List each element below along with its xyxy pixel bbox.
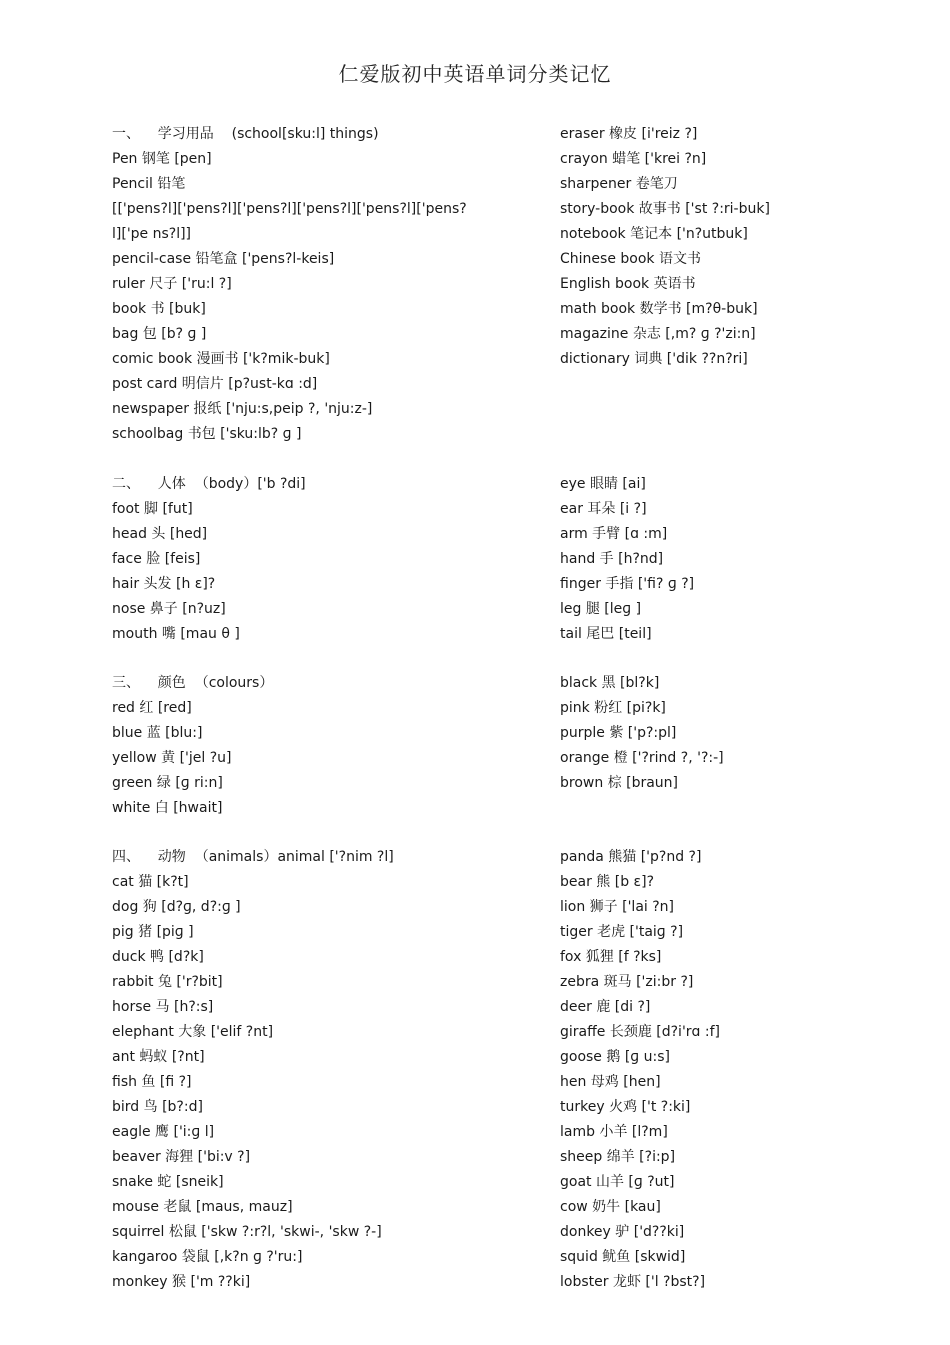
word-entry: white 白 [hwait] bbox=[112, 800, 223, 816]
word-entry: mouse 老鼠 [maus, mauz] bbox=[112, 1199, 293, 1215]
word-entry: hand 手 [h?nd] bbox=[560, 551, 664, 567]
word-entry: face 脸 [feis] bbox=[112, 551, 201, 567]
word-entry: lamb 小羊 [l?m] bbox=[560, 1124, 668, 1140]
section-right-column bbox=[560, 671, 860, 796]
word-entry: story-book 故事书 ['st ?:ri-buk] bbox=[560, 201, 770, 217]
word-entry: horse 马 [h?:s] bbox=[112, 999, 214, 1015]
word-entry: deer 鹿 [di ?] bbox=[560, 999, 651, 1015]
section-heading: 四、 动物 （animals）animal ['?nim ?l] bbox=[112, 849, 394, 865]
word-entry: snake 蛇 [sneik] bbox=[112, 1174, 224, 1190]
word-entry: ant 蚂蚁 [?nt] bbox=[112, 1049, 205, 1065]
word-entry: orange 橙 ['?rind ?, '?:-] bbox=[560, 750, 724, 766]
word-entry: sheep 绵羊 [?i:p] bbox=[560, 1149, 676, 1165]
word-entry: giraffe 长颈鹿 [d?i'rɑ :f] bbox=[560, 1024, 720, 1040]
word-entry: beaver 海狸 ['bi:v ?] bbox=[112, 1149, 251, 1165]
word-entry: leg 腿 [leɡ ] bbox=[560, 601, 642, 617]
word-entry: eagle 鹰 ['i:ɡ l] bbox=[112, 1124, 215, 1140]
word-entry: ear 耳朵 [i ?] bbox=[560, 501, 647, 517]
word-entry: eraser 橡皮 [i'reiz ?] bbox=[560, 126, 698, 142]
word-entry: crayon 蜡笔 ['krei ?n] bbox=[560, 151, 707, 167]
word-entry: cow 奶牛 [kau] bbox=[560, 1199, 661, 1215]
word-entry: dog 狗 [d?ɡ, d?:ɡ ] bbox=[112, 899, 241, 915]
word-entry: Chinese book 语文书 bbox=[560, 251, 701, 267]
word-entry: sharpener 卷笔刀 bbox=[560, 176, 678, 192]
section-right-column bbox=[560, 845, 860, 1295]
section-heading: 一、 学习用品 (school[sku:l] things) bbox=[112, 126, 379, 142]
word-entry: squirrel 松鼠 ['skw ?:r?l, 'skwi-, 'skw ?-] bbox=[112, 1224, 382, 1240]
word-entry: finger 手指 ['fi? ɡ ?] bbox=[560, 576, 695, 592]
word-entry: turkey 火鸡 ['t ?:ki] bbox=[560, 1099, 691, 1115]
word-entry: bear 熊 [b ε]? bbox=[560, 874, 654, 890]
word-entry: [['pens?l]['pens?l]['pens?l]['pens?l]['pens?l]['pens?l]['pe ns?l]] bbox=[112, 201, 467, 242]
word-entry: hair 头发 [h ε]? bbox=[112, 576, 216, 592]
word-entry: cat 猫 [k?t] bbox=[112, 874, 189, 890]
word-entry: pink 粉红 [pi?k] bbox=[560, 700, 666, 716]
word-entry: zebra 斑马 ['zi:br ?] bbox=[560, 974, 694, 990]
word-entry: bag 包 [b? ɡ ] bbox=[112, 326, 207, 342]
section-heading: 三、 颜色 （colours） bbox=[112, 675, 274, 691]
word-entry: squid 鱿鱼 [skwid] bbox=[560, 1249, 686, 1265]
word-entry: schoolbag 书包 ['sku:lb? ɡ ] bbox=[112, 426, 302, 442]
word-entry: English book 英语书 bbox=[560, 276, 696, 292]
word-entry: yellow 黄 ['jel ?u] bbox=[112, 750, 232, 766]
word-entry: newspaper 报纸 ['nju:s,peip ?, 'nju:z-] bbox=[112, 401, 373, 417]
word-entry: panda 熊猫 ['p?nd ?] bbox=[560, 849, 702, 865]
word-entry: book 书 [buk] bbox=[112, 301, 206, 317]
word-entry: post card 明信片 [p?ust-kɑ :d] bbox=[112, 376, 318, 392]
word-entry: comic book 漫画书 ['k?mik-buk] bbox=[112, 351, 330, 367]
section-left-column bbox=[112, 122, 512, 447]
word-entry: fish 鱼 [fi ?] bbox=[112, 1074, 192, 1090]
word-entry: tail 尾巴 [teil] bbox=[560, 626, 652, 642]
word-entry: duck 鸭 [d?k] bbox=[112, 949, 204, 965]
word-entry: magazine 杂志 [,m? ɡ ?'zi:n] bbox=[560, 326, 756, 342]
word-entry: black 黑 [bl?k] bbox=[560, 675, 660, 691]
word-entry: foot 脚 [fut] bbox=[112, 501, 193, 517]
page-title: 仁爱版初中英语单词分类记忆 bbox=[338, 62, 612, 86]
word-entry: mouth 嘴 [mau θ ] bbox=[112, 626, 240, 642]
word-entry: arm 手臂 [ɑ :m] bbox=[560, 526, 668, 542]
word-entry: fox 狐狸 [f ?ks] bbox=[560, 949, 662, 965]
word-entry: green 绿 [ɡ ri:n] bbox=[112, 775, 223, 791]
word-entry: purple 紫 ['p?:pl] bbox=[560, 725, 677, 741]
word-entry: donkey 驴 ['d??ki] bbox=[560, 1224, 685, 1240]
word-entry: elephant 大象 ['elif ?nt] bbox=[112, 1024, 274, 1040]
word-entry: tiger 老虎 ['taiɡ ?] bbox=[560, 924, 684, 940]
word-entry: bird 鸟 [b?:d] bbox=[112, 1099, 203, 1115]
word-entry: rabbit 兔 ['r?bit] bbox=[112, 974, 223, 990]
word-entry: pencil-case 铅笔盒 ['pens?l-keis] bbox=[112, 251, 335, 267]
word-entry: goat 山羊 [ɡ ?ut] bbox=[560, 1174, 675, 1190]
word-entry: lion 狮子 ['lai ?n] bbox=[560, 899, 675, 915]
word-entry: math book 数学书 [m?θ-buk] bbox=[560, 301, 758, 317]
word-entry: brown 棕 [braun] bbox=[560, 775, 679, 791]
word-entry: pig 猪 [piɡ ] bbox=[112, 924, 194, 940]
word-entry: nose 鼻子 [n?uz] bbox=[112, 601, 226, 617]
word-entry: monkey 猴 ['m ??ki] bbox=[112, 1274, 251, 1290]
section-left-column bbox=[112, 472, 512, 647]
word-entry: lobster 龙虾 ['l ?bst?] bbox=[560, 1274, 706, 1290]
word-entry: dictionary 词典 ['dik ??n?ri] bbox=[560, 351, 748, 367]
section-left-column bbox=[112, 845, 512, 1295]
word-entry: kangaroo 袋鼠 [,k?n ɡ ?'ru:] bbox=[112, 1249, 303, 1265]
word-entry: goose 鹅 [ɡ u:s] bbox=[560, 1049, 670, 1065]
word-entry: Pen 钢笔 [pen] bbox=[112, 151, 212, 167]
word-entry: ruler 尺子 ['ru:l ?] bbox=[112, 276, 232, 292]
section-heading: 二、 人体 （body）['b ?di] bbox=[112, 476, 306, 492]
word-entry: eye 眼睛 [ai] bbox=[560, 476, 646, 492]
word-entry: red 红 [red] bbox=[112, 700, 192, 716]
word-entry: blue 蓝 [blu:] bbox=[112, 725, 203, 741]
word-entry: hen 母鸡 [hen] bbox=[560, 1074, 661, 1090]
section-left-column bbox=[112, 671, 512, 821]
section-right-column bbox=[560, 472, 860, 647]
section-right-column bbox=[560, 122, 860, 372]
word-entry: head 头 [hed] bbox=[112, 526, 208, 542]
word-entry: Pencil 铅笔 bbox=[112, 176, 186, 192]
word-entry: notebook 笔记本 ['n?utbuk] bbox=[560, 226, 748, 242]
